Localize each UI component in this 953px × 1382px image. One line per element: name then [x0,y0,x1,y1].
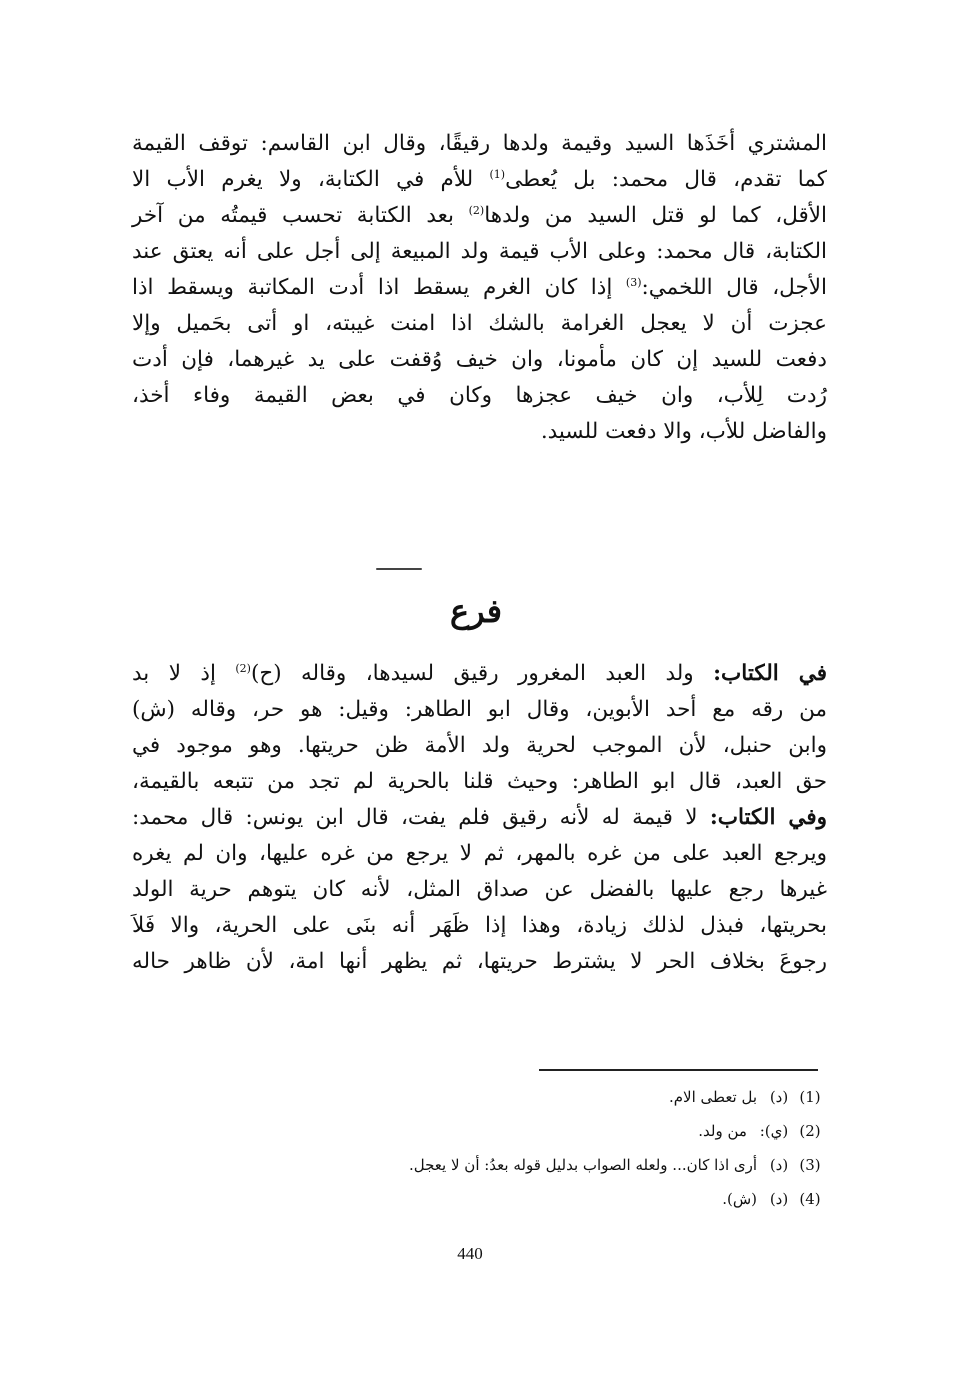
footnotes [260,1080,827,1216]
footnote-source: (ي): [759,1122,789,1140]
text-line: كما تقدم، قال محمد: بل يُعطى$^{(1)}$ للأم في الكتابة، ولا يغرم الأب الا [132,167,828,192]
text-line: رجوعَ بخلاف الحر لا يشترط حريتها، ثم يظهر أنها امة، لأن ظاهر حاله [132,949,827,974]
page-number: 440 [457,1244,483,1263]
text-line: رُدت لِلأب، وان خيف عجزها وكان في بعض القيمة وفاء أخذ، [132,383,827,408]
footnote-source: (د) [769,1190,789,1208]
text-line: وفي الكتاب: لا قيمة له لأنه رقيق فلم يفت، قال ابن يونس: قال محمد: [132,805,828,830]
footnote-text: من ولد. [698,1122,747,1140]
footnote [260,1114,827,1148]
footnote-separator [539,1069,818,1071]
text-line: عجزت أن لا يعجل الغرامة بالشك اذا امنت غيبته، او أتى بحَميل وإلا [132,311,827,336]
footnote-number: (2) [799,1122,821,1140]
text-line: المشتري أخَذَها السيد وقيمة ولدها رقيقًا، وقال ابن القاسم: توقف القيمة [132,131,827,156]
footnote [260,1080,827,1114]
footnote-ref[interactable]: (2) [468,203,485,217]
section-divider [376,568,422,570]
footnote-number: (3) [799,1156,821,1174]
footnote-source: (د) [769,1156,789,1174]
paragraph-section [132,656,827,980]
footnote-ref[interactable]: (1) [489,167,506,181]
text-line: دفعت للسيد إن كان مأمونا، وان خيف وُقفت على يد غيرهما، فإن أدت [132,347,827,372]
text-line: وابن حنبل، لأن الموجب لحرية ولد الأمة ظن حريتها. وهو موجود في [132,733,827,758]
footnote-source: (د) [769,1088,789,1106]
text-line: والفاضل للأب، والا دفعت للسيد. [540,419,827,444]
footnote-ref[interactable]: (3) [625,275,642,289]
text-line: الأقل، كما لو قتل السيد من ولدها$^{(2)}$ بعد الكتابة تحسب قيمتُه من آخر [132,203,827,228]
footnote [260,1148,827,1182]
text-line: في الكتاب: ولد العبد المغرور رقيق لسيدها، وقاله (ح)$^{(2)}$ إذ لا بد [132,661,827,686]
footnote-text: (ش). [722,1190,758,1208]
text-line: من رقه مع أحد الأبوين، وقال ابو الطاهر: وقيل: هو حر، وقاله (ش) [132,697,827,722]
text-line: ويرجع العبد على من غره بالمهر، ثم لا يرجع من غره عليها، وان لم يغره [132,841,827,866]
footnote [260,1182,827,1216]
footnote-number: (4) [799,1190,821,1208]
text-line: الأجل، قال اللخمي:$^{(3)}$ إذا كان الغرم يسقط اذا أدت المكاتبة ويسقط اذا [132,275,827,300]
text-line: بحريتها، فبذل لذلك زيادة، وهذا إذا ظَهَر أنه بنَى على الحرية، والا فَلاَ [132,913,827,938]
footnote-number: (1) [799,1088,821,1106]
footnote-text: أرى اذا كان... ولعله الصواب بدليل قوله بعدُ: أن لا يعجل. [408,1156,758,1174]
text-line: الكتابة، قال محمد: وعلى الأب قيمة ولد المبيعة إلى أجل على أنه يعتق عند [132,239,827,264]
paragraph-continued [132,126,827,450]
text-line: حق العبد، قال ابو الطاهر: وحيث قلنا بالحرية لم تجد من تتبعه بالقيمة، [132,769,827,794]
section-heading: فرع [449,592,503,630]
text-line: غيرها رجع عليها بالفضل عن صداق المثل، لأنه كان يتوهم حرية الولد [132,877,827,902]
footnote-ref[interactable]: (2) [235,661,251,675]
footnote-text: بل تعطى الام. [668,1088,758,1106]
